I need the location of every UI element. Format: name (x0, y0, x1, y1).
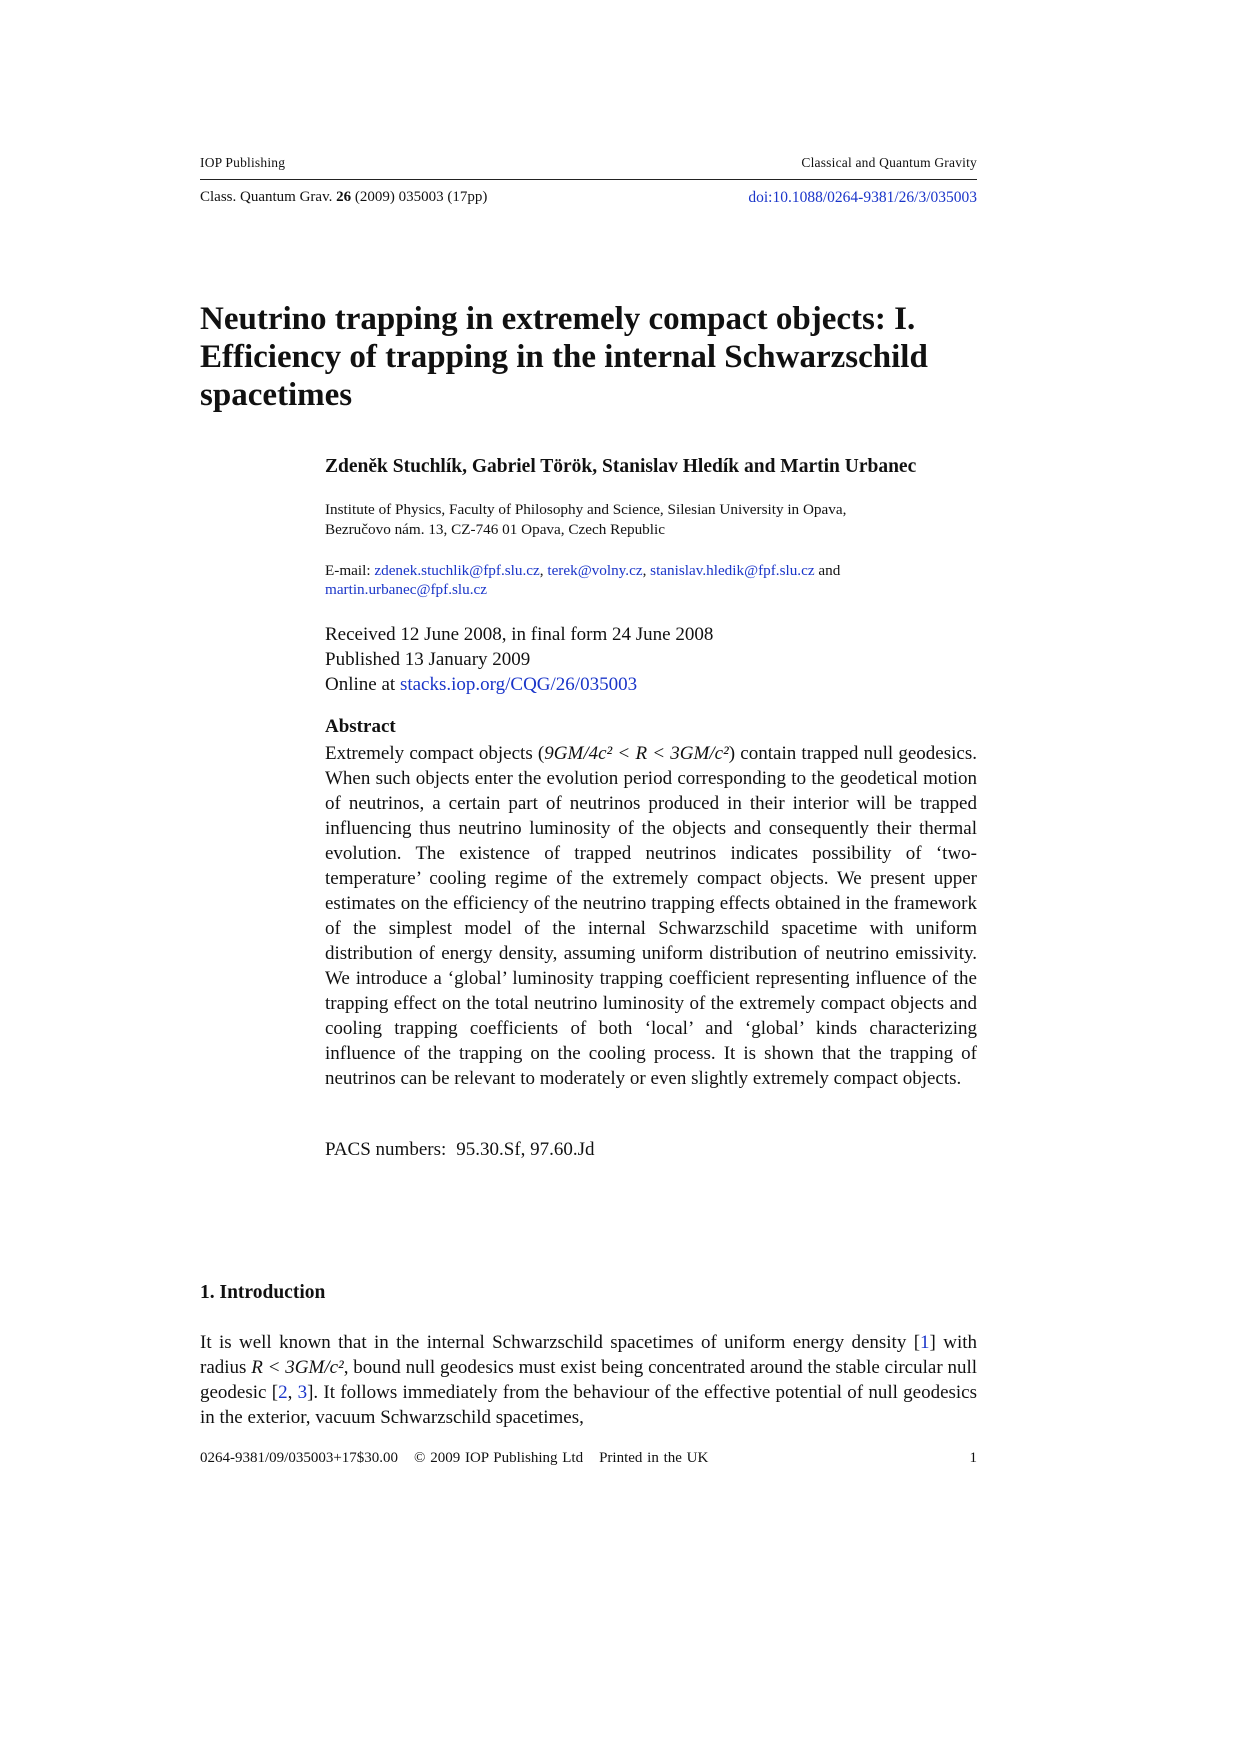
citation-prefix: Class. Quantum Grav. (200, 189, 337, 205)
citation (200, 189, 487, 206)
published-date: Published 13 January 2009 (325, 649, 531, 670)
section-heading: 1. Introduction (200, 1282, 326, 1303)
email-link[interactable]: martin.urbanec@fpf.slu.cz (325, 581, 487, 598)
affiliation-line: Bezručovo nám. 13, CZ-746 01 Opava, Czech Republic (325, 521, 665, 538)
intro-formula: R < 3GM/c² (251, 1357, 344, 1378)
online-label: Online at (325, 674, 400, 695)
page-number: 1 (969, 1450, 977, 1466)
reference-link[interactable]: 3 (297, 1382, 308, 1403)
email-label: E-mail: (325, 562, 375, 579)
publisher-name: IOP Publishing (200, 155, 286, 170)
email-separator: , (539, 562, 548, 579)
doi-container (748, 189, 977, 207)
footer-copyright: © 2009 IOP Publishing Ltd (414, 1450, 584, 1466)
intro-text: It is well known that in the internal Schwarzschild spacetimes of uniform energy density [ (200, 1332, 921, 1353)
header-journal (801, 155, 977, 171)
email-conjunction: and (814, 562, 841, 579)
email-link[interactable]: terek@volny.cz (547, 562, 643, 579)
intro-text: ]. It follows immediately from the behaviour of the effective potential of null geodesics in the exterior, vacuum Schwarzschild spacetimes, (200, 1382, 978, 1428)
received-date: Received 12 June 2008, in final form 24 June 2008 (325, 624, 714, 645)
online-link[interactable]: stacks.iop.org/CQG/26/035003 (399, 674, 638, 695)
author-list: Zdeněk Stuchlík, Gabriel Török, Stanislav Hledík and Martin Urbanec (325, 456, 917, 477)
introduction-text (200, 1330, 977, 1430)
publication-dates (325, 622, 977, 697)
reference-separator: , (287, 1382, 298, 1403)
citation-volume: 26 (336, 189, 352, 205)
footer-issn: 0264-9381/09/035003+17$30.00 (200, 1450, 399, 1466)
email-separator: , (642, 562, 651, 579)
affiliation-line: Institute of Physics, Faculty of Philosophy and Science, Silesian University in Opava, (325, 501, 847, 518)
page-footer (200, 1450, 708, 1467)
abstract-text-start: Extremely compact objects ( (325, 743, 545, 764)
email-link[interactable]: zdenek.stuchlik@fpf.slu.cz (374, 562, 540, 579)
online-line (325, 672, 977, 697)
abstract-text (325, 741, 977, 1091)
email-block (325, 561, 977, 599)
reference-link[interactable]: 1 (920, 1332, 930, 1353)
abstract-formula: 9GM/4c² < R < 3GM/c² (544, 743, 729, 764)
header-publisher (200, 155, 285, 171)
paper-title: Neutrino trapping in extremely compact objects: I. Efficiency of trapping in the internal Schwarzschild spacetimes (200, 301, 928, 413)
pacs-label: PACS numbers: (325, 1139, 447, 1160)
pacs-numbers (325, 1139, 977, 1161)
abstract-heading: Abstract (325, 716, 396, 737)
footer-printed: Printed in the UK (599, 1450, 709, 1466)
abstract-text-rest: ) contain trapped null geodesics. When such objects enter the evolution period corresponding to the geodetical motion of neutrinos, a certain part of neutrinos produced in their interior will be trapped influencing thus neutrino luminosity of the objects and consequently their thermal evolution. The existence of trapped neutrinos indicates possibility of ‘two-temperature’ cooling regime of the extremely compact objects. We present upper estimates on the efficiency of the neutrino trapping effects obtained in the framework of the simplest model of the internal Schwarzschild spacetime with uniform distribution of energy density, assuming uniform distribution of neutrino emissivity. We introduce a ‘global’ luminosity trapping coefficient representing influence of the trapping effect on the total neutrino luminosity of the extremely compact objects and cooling trapping coefficients of both ‘local’ and ‘global’ kinds characterizing influence of the trapping on the cooling process. It is shown that the trapping of neutrinos can be relevant to moderately or even slightly extremely compact objects. (325, 743, 977, 1089)
email-link[interactable]: stanislav.hledik@fpf.slu.cz (650, 562, 815, 579)
intro-text: , bound null geodesics must exist being concentrated around the stable circular null geodesic [ (200, 1357, 978, 1403)
affiliation (325, 500, 977, 540)
intro-text: ] with radius (200, 1332, 977, 1378)
header-rule (200, 179, 977, 180)
citation-suffix: (2009) 035003 (17pp) (351, 189, 488, 205)
pacs-values: 95.30.Sf, 97.60.Jd (456, 1139, 595, 1160)
doi-link[interactable]: doi:10.1088/0264-9381/26/3/035003 (748, 189, 977, 206)
journal-name: Classical and Quantum Gravity (801, 155, 977, 170)
reference-link[interactable]: 2 (278, 1382, 288, 1403)
